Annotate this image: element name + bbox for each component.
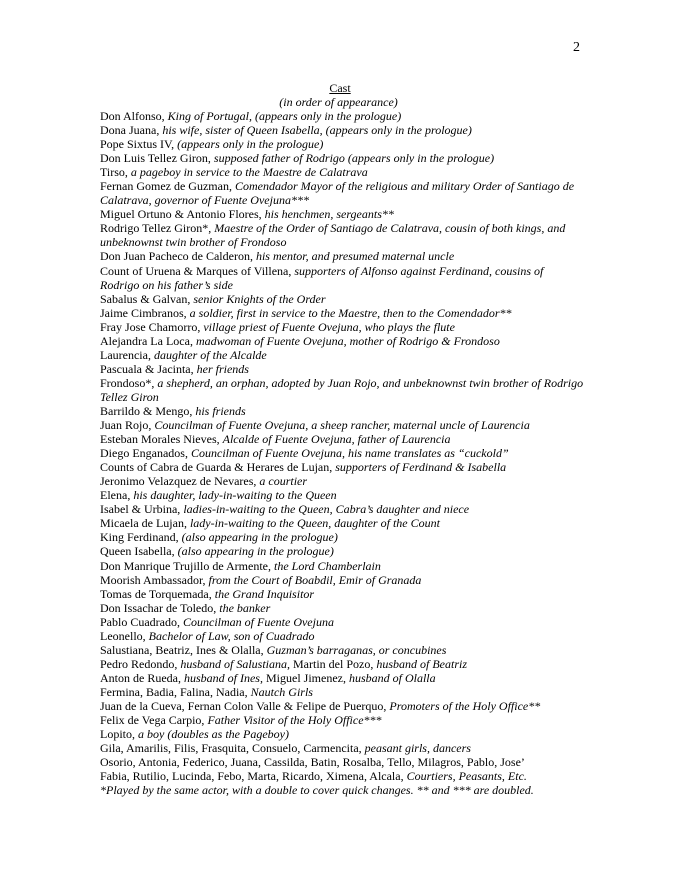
character-name: Don Juan Pacheco de Calderon,	[100, 249, 256, 264]
character-description: King of Portugal, (appears only in the prologue)	[167, 109, 402, 123]
character-name: Diego Enganados,	[100, 446, 191, 461]
cast-entry	[100, 292, 585, 306]
cast-entry	[100, 418, 585, 432]
page-number: 2	[573, 40, 580, 55]
character-description: her friends	[196, 361, 249, 376]
character-description: Councilman of Fuente Ovejuna, his name translates as “cuckold”	[190, 446, 509, 461]
cast-entry	[100, 474, 585, 488]
character-name: Tirso,	[100, 165, 131, 180]
cast-entry	[100, 123, 585, 137]
cast-list	[100, 109, 585, 783]
character-name: Jeronimo Velazquez de Nevares,	[100, 474, 260, 489]
character-name: King Ferdinand,	[100, 530, 182, 545]
character-name: Juan de la Cueva, Fernan Colon Valle & Felipe de Puerquo,	[100, 698, 390, 713]
character-name: Miguel Jimenez,	[262, 670, 349, 685]
character-description: Guzman’s barraganas, or concubines	[266, 642, 447, 657]
character-description: Comendador Mayor of the religious and military Order of Santiago de Calatrava, governor of Fuente Ovejuna***	[100, 179, 575, 208]
character-name: Don Manrique Trujillo de Armente,	[100, 558, 274, 573]
cast-entry	[100, 657, 585, 671]
character-name: Fernan Gomez de Guzman,	[100, 179, 235, 194]
character-name: Osorio, Antonia, Federico, Juana, Cassilda, Batin, Rosalba, Tello, Milagros, Pablo, Jose’	[100, 755, 525, 770]
cast-entry	[100, 727, 585, 741]
cast-entry	[100, 137, 585, 151]
character-name: Rodrigo Tellez Giron*,	[100, 221, 215, 236]
character-description: his henchmen, sergeants**	[264, 207, 394, 222]
character-name: Isabel & Urbina,	[100, 502, 184, 517]
character-name: Don Alfonso,	[100, 109, 168, 123]
cast-entry	[100, 221, 585, 249]
character-description: his wife, sister of Queen Isabella, (appears only in the prologue)	[162, 123, 472, 138]
character-description: a pageboy in service to the Maestre de Calatrava	[130, 165, 368, 180]
cast-entry	[100, 559, 585, 573]
cast-entry	[100, 530, 585, 544]
character-name: Pablo Cuadrado,	[100, 614, 183, 629]
character-description: village priest of Fuente Ovejuna, who plays the flute	[203, 319, 455, 334]
character-description: Maestre of the Order of Santiago de Calatrava, cousin of both kings, and unbeknownst twin brother of Frondoso	[100, 221, 566, 250]
cast-entry	[100, 348, 585, 362]
cast-entry	[100, 165, 585, 179]
character-description: madwoman of Fuente Ovejuna, mother of Rodrigo & Frondoso	[195, 333, 500, 348]
character-description: Courtiers, Peasants, Etc.	[406, 769, 527, 784]
character-description: Bachelor of Law, son of Cuadrado	[148, 628, 315, 643]
character-description: peasant girls, dancers	[364, 741, 471, 756]
character-description: a shepherd, an orphan, adopted by Juan Rojo, and unbeknownst twin brother of Rodrigo Tellez Giron	[100, 375, 584, 404]
character-name: Gila, Amarilis, Filis, Frasquita, Consuelo, Carmencita,	[100, 741, 365, 756]
character-description: from the Court of Boabdil, Emir of Granada	[208, 572, 422, 587]
character-description: the Lord Chamberlain	[274, 558, 381, 573]
character-name: Don Issachar de Toledo,	[100, 600, 220, 615]
cast-entry	[100, 460, 585, 474]
cast-entry	[100, 151, 585, 165]
character-name: Barrildo & Mengo,	[100, 403, 196, 418]
character-name: Miguel Ortuno & Antonio Flores,	[100, 207, 265, 222]
character-name: Moorish Ambassador,	[100, 572, 209, 587]
character-description: Promoters of the Holy Office**	[389, 698, 541, 713]
character-description: the banker	[219, 600, 271, 615]
cast-entry	[100, 334, 585, 348]
character-name: Pope Sixtus IV,	[100, 137, 178, 152]
cast-entry	[100, 601, 585, 615]
cast-entry	[100, 615, 585, 629]
character-name: Jaime Cimbranos,	[100, 305, 190, 320]
cast-entry	[100, 502, 585, 516]
cast-entry	[100, 755, 585, 769]
cast-entry	[100, 573, 585, 587]
character-description: a courtier	[259, 474, 308, 489]
character-description: senior Knights of the Order	[193, 291, 326, 306]
character-name: Martin del Pozo,	[290, 656, 377, 671]
character-description: supporters of Alfonso against Ferdinand, cousins of Rodrigo on his father’s side	[100, 263, 544, 292]
character-name: Fabia, Rutilio, Lucinda, Febo, Marta, Ricardo, Ximena, Alcala,	[100, 769, 407, 784]
character-description: Father Visitor of the Holy Office***	[207, 713, 382, 728]
cast-entry	[100, 432, 585, 446]
character-description: Councilman of Fuente Ovejuna	[183, 614, 334, 629]
character-description: (also appearing in the prologue)	[181, 530, 338, 545]
character-name: Fray Jose Chamorro,	[100, 319, 204, 334]
character-name: Pedro Redondo,	[100, 656, 181, 671]
character-name: Elena,	[100, 488, 134, 503]
cast-entry	[100, 249, 585, 263]
character-description: husband of Ines,	[183, 670, 263, 685]
character-name: Salustiana, Beatriz, Ines & Olalla,	[100, 642, 267, 657]
character-description: husband of Olalla	[348, 670, 436, 685]
character-description: his friends	[195, 403, 246, 418]
cast-entry	[100, 320, 585, 334]
cast-entry	[100, 643, 585, 657]
character-name: Dona Juana,	[100, 123, 163, 138]
cast-entry	[100, 741, 585, 755]
cast-entry	[100, 587, 585, 601]
cast-entry	[100, 544, 585, 558]
cast-footnote: *Played by the same actor, with a double to cover quick changes. ** and *** are doubled.	[100, 783, 534, 797]
cast-entry	[100, 207, 585, 221]
cast-entry	[100, 629, 585, 643]
cast-entry	[100, 713, 585, 727]
cast-entry	[100, 488, 585, 502]
character-description: the Grand Inquisitor	[214, 586, 315, 601]
cast-entry	[100, 446, 585, 460]
character-description: lady-in-waiting to the Queen, daughter of the Count	[189, 516, 440, 531]
character-description: supporters of Ferdinand & Isabella	[335, 460, 507, 475]
character-description: Alcalde of Fuente Ovejuna, father of Laurencia	[222, 432, 451, 447]
character-name: Laurencia,	[100, 347, 154, 362]
character-name: Queen Isabella,	[100, 544, 178, 559]
cast-entry	[100, 264, 585, 292]
character-description: husband of Beatriz	[376, 656, 468, 671]
character-name: Tomas de Torquemada,	[100, 586, 215, 601]
character-description: his mentor, and presumed maternal uncle	[255, 249, 455, 264]
character-name: Don Luis Tellez Giron,	[100, 151, 214, 166]
cast-entry	[100, 685, 585, 699]
character-name: Micaela de Lujan,	[100, 516, 190, 531]
character-description: his daughter, lady-in-waiting to the Queen	[133, 488, 337, 503]
cast-entry	[100, 404, 585, 418]
character-description: ladies-in-waiting to the Queen, Cabra’s daughter and niece	[183, 502, 470, 517]
character-description: a soldier, first in service to the Maestre, then to the Comendador**	[189, 305, 512, 320]
character-name: Alejandra La Loca,	[100, 333, 196, 348]
cast-entry	[100, 671, 585, 685]
character-name: Pascuala & Jacinta,	[100, 361, 197, 376]
character-description: daughter of the Alcalde	[153, 347, 267, 362]
character-description: Nautch Girls	[250, 684, 313, 699]
character-name: Count of Uruena & Marques of Villena,	[100, 263, 295, 278]
character-description: (appears only in the prologue)	[177, 137, 324, 152]
cast-entry	[100, 699, 585, 713]
character-name: Leonello,	[100, 628, 149, 643]
character-name: Anton de Rueda,	[100, 670, 184, 685]
cast-entry	[100, 376, 585, 404]
cast-entry	[100, 769, 585, 783]
character-description: Councilman of Fuente Ovejuna, a sheep rancher, maternal uncle of Laurencia	[154, 418, 530, 433]
cast-subtitle: (in order of appearance)	[279, 95, 398, 109]
cast-entry	[100, 306, 585, 320]
character-name: Frondoso*,	[100, 375, 158, 390]
cast-title: Cast	[329, 81, 351, 95]
cast-entry	[100, 516, 585, 530]
cast-heading	[0, 81, 680, 109]
character-name: Counts of Cabra de Guarda & Herares de Lujan,	[100, 460, 336, 475]
character-description: (also appearing in the prologue)	[177, 544, 334, 559]
character-description: a boy (doubles as the Pageboy)	[138, 727, 289, 742]
character-name: Felix de Vega Carpio,	[100, 713, 208, 728]
character-description: husband of Salustiana,	[180, 656, 291, 671]
character-name: Juan Rojo,	[100, 418, 155, 433]
character-name: Esteban Morales Nieves,	[100, 432, 223, 447]
character-description: supposed father of Rodrigo (appears only in the prologue)	[213, 151, 495, 166]
cast-entry	[100, 179, 585, 207]
character-name: Sabalus & Galvan,	[100, 291, 194, 306]
character-name: Fermina, Badia, Falina, Nadia,	[100, 684, 251, 699]
character-name: Lopito,	[100, 727, 138, 742]
cast-entry	[100, 109, 585, 123]
cast-entry	[100, 362, 585, 376]
